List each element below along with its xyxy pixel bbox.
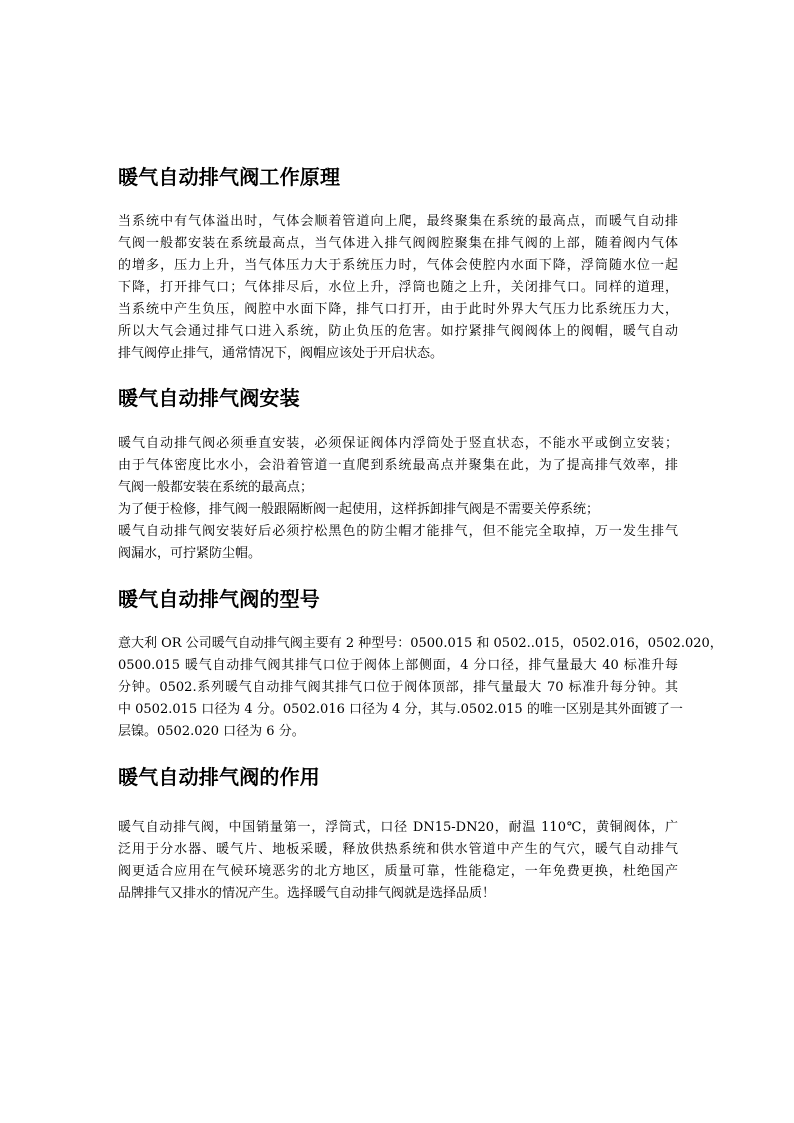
paragraph-line: 所以大气会通过排气口进入系统，防止负压的危害。如拧紧排气阀阀体上的阀帽，暖气自动 bbox=[118, 324, 678, 339]
paragraph-line: 气阀一般都安装在系统最高点，当气体进入排气阀阀腔聚集在排气阀的上部，随着阀内气体 bbox=[118, 236, 678, 251]
paragraph-line: 由于气体密度比水小，会沿着管道一直爬到系统最高点并聚集在此，为了提高排气效率，排 bbox=[118, 458, 678, 473]
section-heading-installation: 暖气自动排气阀安装 bbox=[118, 386, 300, 410]
paragraph-line: 0500.015 暖气自动排气阀其排气口位于阀体上部侧面，4 分口径，排气量最大 40 标准升每 bbox=[118, 658, 678, 673]
paragraph-line: 层镍。0502.020 口径为 6 分。 bbox=[118, 724, 305, 739]
paragraph-line: 下降，打开排气口；气体排尽后，水位上升，浮筒也随之上升，关闭排气口。同样的道理， bbox=[118, 280, 678, 295]
section-heading-models: 暖气自动排气阀的型号 bbox=[118, 587, 320, 611]
paragraph-line: 气阀一般都安装在系统的最高点； bbox=[118, 480, 314, 495]
section-body-models bbox=[118, 633, 723, 743]
paragraph-line: 分钟。0502.系列暖气自动排气阀其排气口位于阀体顶部，排气量最大 70 标准升每分钟。其 bbox=[118, 680, 678, 695]
paragraph-line: 排气阀停止排气，通常情况下，阀帽应该处于开启状态。 bbox=[118, 346, 444, 361]
paragraph-line: 意大利 OR 公司暖气自动排气阀主要有 2 种型号：0500.015 和 0502..015，0502.016，0502.020， bbox=[118, 636, 723, 651]
section-body-working-principle bbox=[118, 211, 678, 365]
section-heading-working-principle: 暖气自动排气阀工作原理 bbox=[118, 165, 341, 189]
section-body-function bbox=[118, 817, 678, 905]
paragraph-line: 当系统中有气体溢出时，气体会顺着管道向上爬，最终聚集在系统的最高点，而暖气自动排 bbox=[118, 214, 678, 229]
paragraph-line: 泛用于分水器、暖气片、地板采暖，释放供热系统和供水管道中产生的气穴，暖气自动排气 bbox=[118, 842, 678, 857]
paragraph-line: 为了便于检修，排气阀一般跟隔断阀一起使用，这样拆卸排气阀是不需要关停系统； bbox=[118, 502, 600, 517]
section-body-installation bbox=[118, 433, 678, 565]
paragraph-line: 阀更适合应用在气候环境恶劣的北方地区，质量可靠，性能稳定，一年免费更换，杜绝国产 bbox=[118, 864, 678, 879]
paragraph-line: 暖气自动排气阀必须垂直安装，必须保证阀体内浮筒处于竖直状态，不能水平或倒立安装； bbox=[118, 436, 678, 451]
paragraph-line: 品牌排气又排水的情况产生。选择暖气自动排气阀就是选择品质！ bbox=[118, 886, 496, 901]
paragraph-line: 暖气自动排气阀，中国销量第一，浮筒式，口径 DN15-DN20，耐温 110℃，黄铜阀体，广 bbox=[118, 820, 678, 835]
paragraph-line: 阀漏水，可拧紧防尘帽。 bbox=[118, 546, 262, 561]
paragraph-line: 当系统中产生负压，阀腔中水面下降，排气口打开，由于此时外界大气压力比系统压力大， bbox=[118, 302, 678, 317]
paragraph-line: 暖气自动排气阀安装好后必须拧松黑色的防尘帽才能排气，但不能完全取掉，万一发生排气 bbox=[118, 524, 678, 539]
paragraph-line: 中 0502.015 口径为 4 分。0502.016 口径为 4 分，其与.0502.015 的唯一区别是其外面镀了一 bbox=[118, 702, 683, 717]
section-heading-function: 暖气自动排气阀的作用 bbox=[118, 765, 320, 789]
paragraph-line: 的增多，压力上升，当气体压力大于系统压力时，气体会使腔内水面下降，浮筒随水位一起 bbox=[118, 258, 678, 273]
